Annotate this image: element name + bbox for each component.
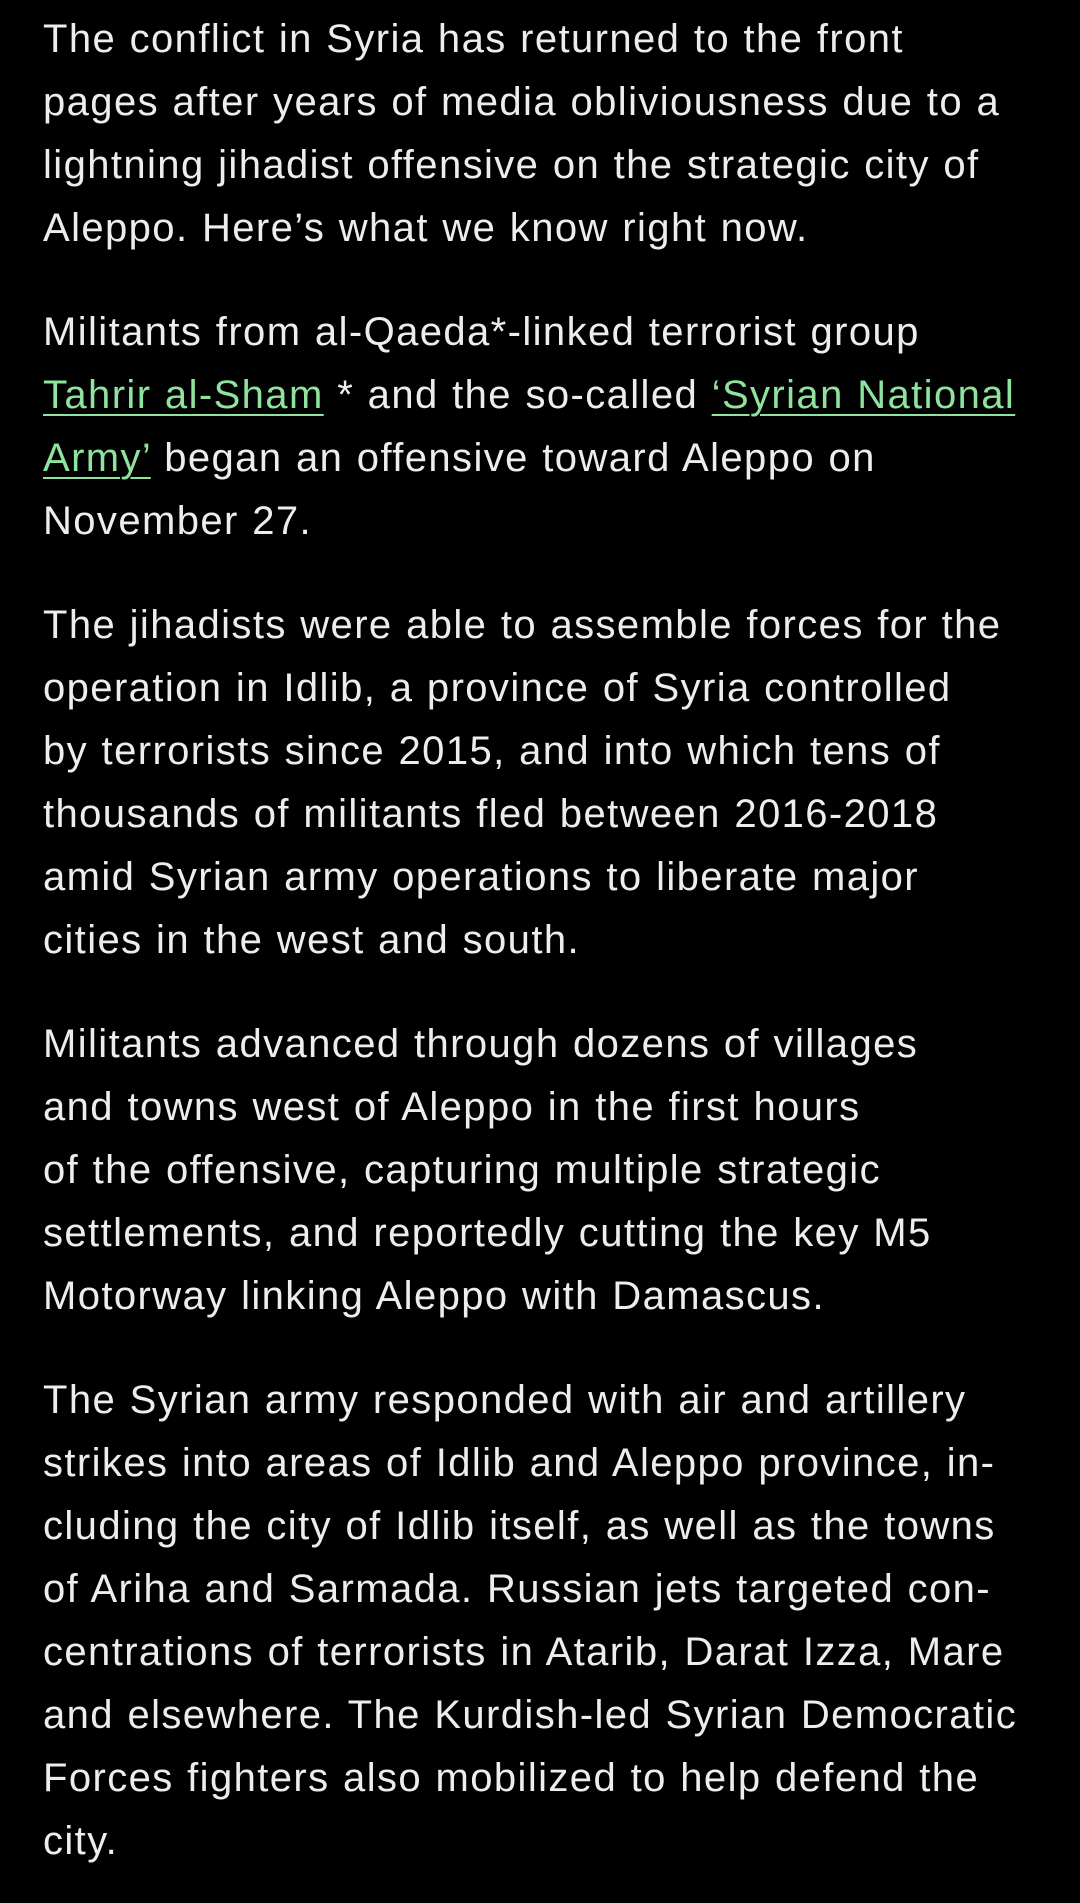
text-line: Militants from al-Qaeda*-linked terrorist group xyxy=(43,310,920,354)
text-line: Militants advanced through dozens of villages xyxy=(43,1022,919,1066)
text-line: amid Syrian army operations to liberate major xyxy=(43,855,920,899)
text-line: operation in Idlib, a province of Syria controlled xyxy=(43,666,952,710)
paragraph-intro xyxy=(43,8,1045,260)
text-line: settlements, and reportedly cutting the key M5 xyxy=(43,1211,932,1255)
text-line: of Ariha and Sarmada. Russian jets targeted con- xyxy=(43,1567,992,1611)
link-syrian-national-army[interactable]: ‘Syrian National xyxy=(711,373,1016,417)
text-line: of the offensive, capturing multiple strategic xyxy=(43,1148,881,1192)
text-fragment: * and the so-called xyxy=(323,373,712,417)
text-line: cluding the city of Idlib itself, as well as the towns xyxy=(43,1504,996,1548)
text-line: centrations of terrorists in Atarib, Darat Izza, Mare xyxy=(43,1630,1005,1674)
text-line: Forces fighters also mobilized to help defend the xyxy=(43,1756,980,1800)
text-line: city. xyxy=(43,1819,119,1863)
text-line: Motorway linking Aleppo with Damascus. xyxy=(43,1274,825,1318)
text-line: and elsewhere. The Kurdish-led Syrian Democratic xyxy=(43,1693,1018,1737)
text-line: strikes into areas of Idlib and Aleppo province, in- xyxy=(43,1441,996,1485)
paragraph-response xyxy=(43,1369,1045,1873)
text-line: lightning jihadist offensive on the strategic city of xyxy=(43,143,980,187)
text-fragment: began an offensive toward Aleppo on xyxy=(150,436,876,480)
text-line xyxy=(43,364,1045,427)
text-line: The jihadists were able to assemble forces for the xyxy=(43,603,1002,647)
text-line: cities in the west and south. xyxy=(43,918,580,962)
paragraph-advance xyxy=(43,1013,1045,1328)
text-line: pages after years of media obliviousness due to a xyxy=(43,80,1001,124)
text-line: and towns west of Aleppo in the first hours xyxy=(43,1085,861,1129)
text-line: thousands of militants fled between 2016-2018 xyxy=(43,792,939,836)
text-line: The Syrian army responded with air and artillery xyxy=(43,1378,967,1422)
text-line: The conflict in Syria has returned to the front xyxy=(43,17,904,61)
link-syrian-national-army-cont[interactable]: Army’ xyxy=(43,436,151,480)
text-line xyxy=(43,427,1045,490)
paragraph-idlib xyxy=(43,594,1045,972)
article-body xyxy=(0,8,1080,1873)
text-line: Aleppo. Here’s what we know right now. xyxy=(43,206,809,250)
link-tahrir-al-sham[interactable]: Tahrir al-Sham xyxy=(43,373,324,417)
text-line: by terrorists since 2015, and into which tens of xyxy=(43,729,941,773)
paragraph-militants xyxy=(43,301,1045,553)
text-line: November 27. xyxy=(43,499,313,543)
